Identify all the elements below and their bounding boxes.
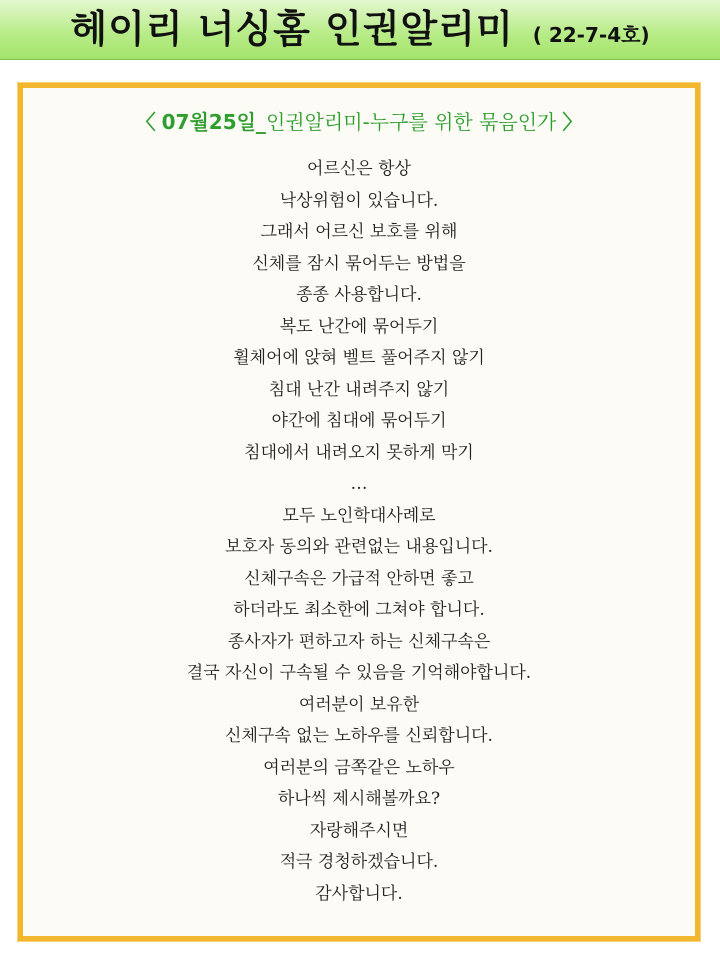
body-line: 결국 자신이 구속될 수 있음을 기억해야합니다. — [186, 663, 532, 683]
body-line: 자랑해주시면 — [309, 820, 409, 841]
body-line: 보호자 동의와 관련없는 내용입니다. — [225, 537, 493, 557]
chevron-left-icon: 〈 — [135, 110, 156, 134]
body-line: … — [350, 474, 368, 494]
notice-panel — [18, 83, 700, 941]
body-line: 야간에 침대에 묶어두기 — [271, 411, 447, 431]
notice-subject: 인권알리미-누구를 위한 묶음인가 — [265, 110, 557, 134]
body-line: 휠체어에 앉혀 벨트 풀어주지 않기 — [233, 348, 485, 368]
notice-date: 07월25일_ — [161, 110, 266, 134]
body-line: 어르신은 항상 — [307, 159, 411, 179]
body-line: 여러분이 보유한 — [298, 694, 420, 715]
body-line: 신체구속은 가급적 안하면 좋고 — [244, 568, 474, 589]
body-line: 그래서 어르신 보호를 위해 — [260, 222, 458, 242]
body-line: 여러분의 금쪽같은 노하우 — [263, 757, 455, 778]
body-line: 종사자가 편하고자 하는 신체구속은 — [227, 631, 491, 652]
body-line: 신체를 잠시 묶어두는 방법을 — [252, 253, 466, 274]
body-line: 적극 경청하겠습니다. — [279, 852, 439, 872]
body-line: 하나씩 제시해볼까요? — [277, 789, 441, 809]
chevron-right-icon: 〉 — [562, 110, 583, 134]
issue-number: ( 22-7-4호) — [532, 23, 650, 47]
body-line: 감사합니다. — [315, 883, 403, 904]
header-banner — [0, 0, 720, 60]
newsletter-title: 헤이리 너싱홈 인권알리미 — [70, 7, 514, 51]
body-line: 모두 노인학대사례로 — [282, 505, 436, 526]
body-line: 낙상위험이 있습니다. — [279, 190, 439, 211]
body-line: 종종 사용합니다. — [296, 285, 422, 305]
body-line: 침대에서 내려오지 못하게 막기 — [244, 442, 474, 463]
body-line: 하더라도 최소한에 그쳐야 합니다. — [233, 600, 485, 620]
body-line: 신체구속 없는 노하우를 신뢰합니다. — [225, 726, 493, 746]
body-line: 침대 난간 내려주지 않기 — [268, 379, 450, 400]
notice-heading — [23, 108, 695, 136]
body-line: 복도 난간에 묶어두기 — [279, 316, 439, 337]
notice-body — [23, 154, 695, 910]
